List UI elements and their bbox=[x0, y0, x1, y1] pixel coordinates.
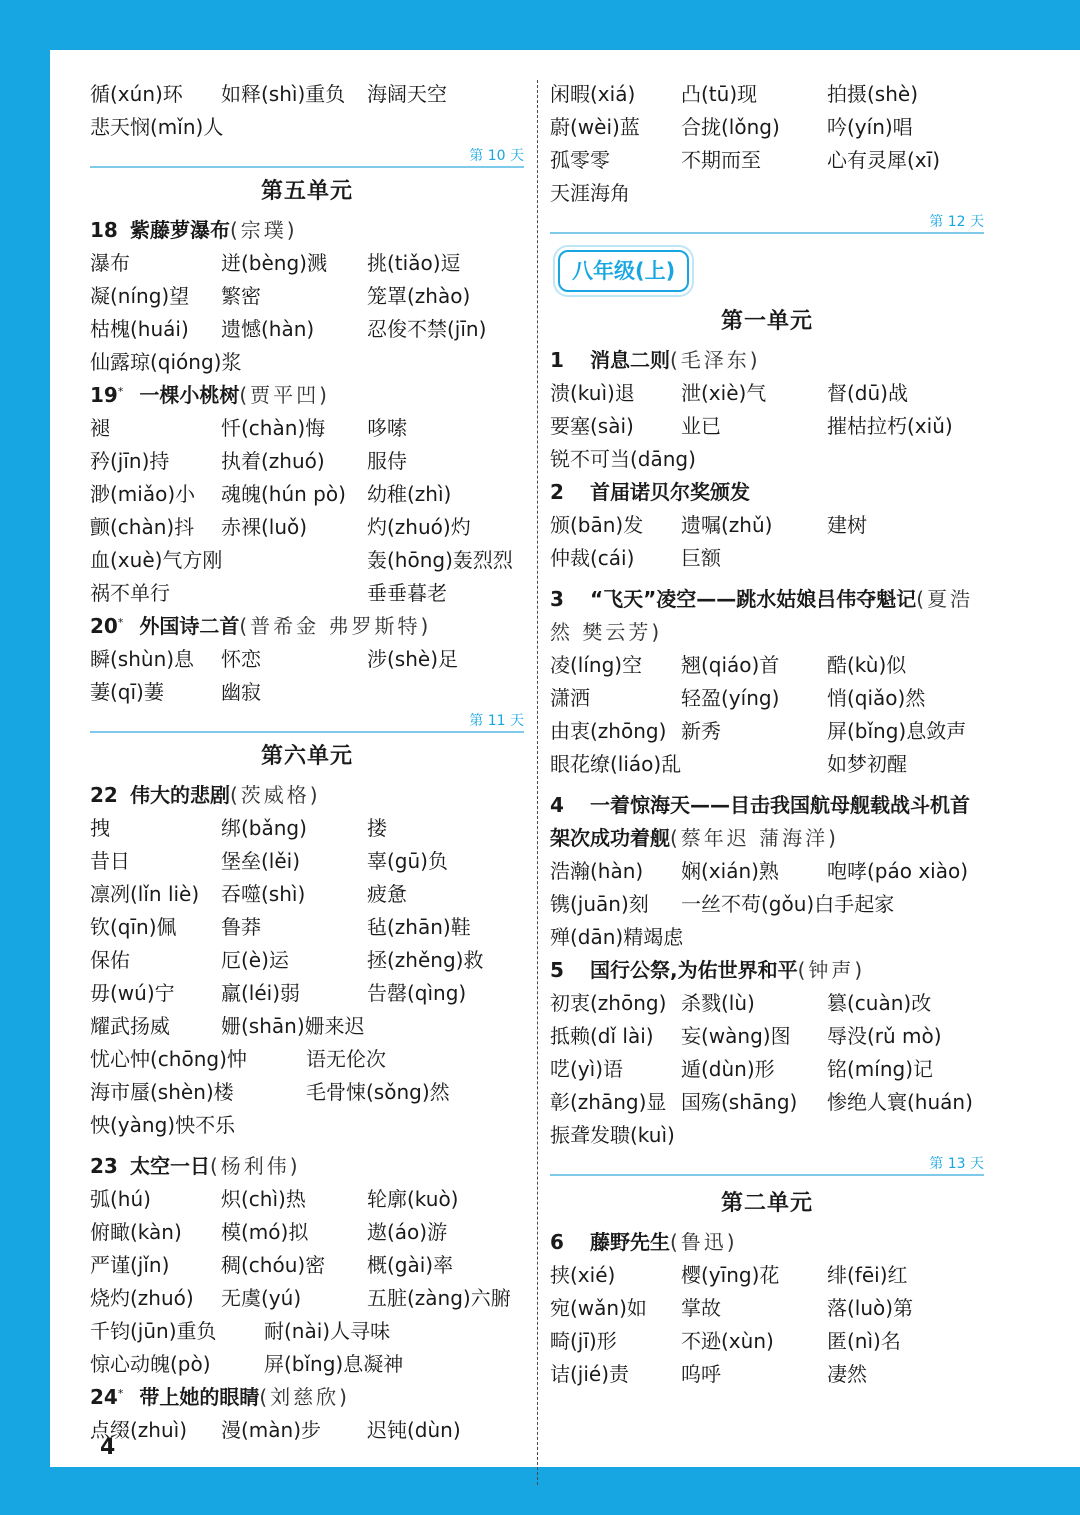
word-list bbox=[90, 1183, 524, 1315]
vocab-word: 俯瞰(kàn) bbox=[90, 1220, 182, 1244]
vocab-word: 拯(zhěng)救 bbox=[367, 948, 484, 972]
vocab-word: 褪 bbox=[90, 416, 110, 440]
vocab-word: 笼罩(zhào) bbox=[367, 284, 471, 308]
day-marker bbox=[550, 1152, 984, 1176]
vocab-word: 屏(bǐng)息敛声 bbox=[827, 719, 967, 743]
vocab-word: 凄然 bbox=[827, 1362, 867, 1386]
word-row bbox=[90, 944, 524, 977]
vocab-word: 篡(cuàn)改 bbox=[827, 991, 932, 1015]
vocab-word: 酷(kù)似 bbox=[827, 653, 907, 677]
vocab-word: 千钧(jūn)重负 bbox=[90, 1319, 217, 1343]
vocab-word: 轻盈(yíng) bbox=[681, 686, 780, 710]
vocab-word: 钦(qīn)佩 bbox=[90, 915, 177, 939]
vocab-word: 羸(léi)弱 bbox=[221, 981, 301, 1005]
word-row bbox=[90, 78, 524, 111]
vocab-word: 掌故 bbox=[681, 1296, 721, 1320]
word-row bbox=[90, 247, 524, 280]
vocab-word: 惨绝人寰(huán) bbox=[827, 1090, 973, 1114]
vocab-word: 垂垂暮老 bbox=[367, 581, 447, 605]
vocab-word: 悲天悯(mǐn)人 bbox=[90, 115, 224, 139]
vocab-word: 抵赖(dǐ lài) bbox=[550, 1024, 654, 1048]
vocab-word: 不逊(xùn) bbox=[681, 1329, 774, 1353]
vocab-word: 凝(níng)望 bbox=[90, 284, 190, 308]
vocab-word: 耐(nài)人寻味 bbox=[264, 1319, 391, 1343]
vocab-word: 心有灵犀(xī) bbox=[827, 148, 940, 172]
word-row bbox=[90, 478, 524, 511]
word-row bbox=[90, 977, 524, 1010]
vocab-word: 瀑布 bbox=[90, 251, 130, 275]
vocab-word: 闲暇(xiá) bbox=[550, 82, 636, 106]
vocab-word: 如梦初醒 bbox=[827, 752, 907, 776]
vocab-word: 涉(shè)足 bbox=[367, 647, 459, 671]
column-divider bbox=[537, 80, 538, 1485]
vocab-word: 毡(zhān)鞋 bbox=[367, 915, 471, 939]
vocab-word: 弧(hú) bbox=[90, 1187, 151, 1211]
page bbox=[50, 50, 1080, 1467]
word-row bbox=[90, 1348, 524, 1381]
vocab-word: 凸(tū)现 bbox=[681, 82, 758, 106]
word-list bbox=[90, 812, 524, 1043]
word-row bbox=[550, 682, 984, 715]
word-row bbox=[550, 1020, 984, 1053]
vocab-word: 迸(bèng)溅 bbox=[221, 251, 327, 275]
word-row bbox=[550, 855, 984, 888]
vocab-word: 毋(wú)宁 bbox=[90, 981, 175, 1005]
word-row bbox=[90, 911, 524, 944]
vocab-word: 督(dū)战 bbox=[827, 381, 908, 405]
vocab-word: 海阔天空 bbox=[367, 82, 447, 106]
word-row bbox=[90, 577, 524, 610]
vocab-word: 遗憾(hàn) bbox=[221, 317, 315, 341]
vocab-word: 惊心动魄(pò) bbox=[90, 1352, 211, 1376]
word-row bbox=[90, 1076, 524, 1109]
word-row bbox=[90, 280, 524, 313]
vocab-word: 辱没(rǔ mò) bbox=[827, 1024, 942, 1048]
vocab-word: 哆嗦 bbox=[367, 416, 407, 440]
vocab-word: 樱(yīng)花 bbox=[681, 1263, 780, 1287]
vocab-word: 仲裁(cái) bbox=[550, 546, 635, 570]
word-row bbox=[550, 1259, 984, 1292]
vocab-word: 浩瀚(hàn) bbox=[550, 859, 644, 883]
vocab-word: 辜(gū)负 bbox=[367, 849, 448, 873]
word-row bbox=[90, 676, 524, 709]
vocab-word: 语无伦次 bbox=[306, 1047, 386, 1071]
word-row bbox=[90, 1414, 524, 1447]
vocab-word: 执着(zhuó) bbox=[221, 449, 325, 473]
vocab-word: 耀武扬威 bbox=[90, 1014, 170, 1038]
vocab-word: 吟(yín)唱 bbox=[827, 115, 913, 139]
day-marker bbox=[90, 709, 524, 733]
word-row bbox=[550, 1325, 984, 1358]
unit-heading: 第二单元 bbox=[720, 1191, 813, 1216]
day-label: 第 11 天 bbox=[469, 713, 524, 729]
word-row bbox=[550, 144, 984, 177]
lesson-title: 23 太空一日(杨利伟) bbox=[90, 1154, 301, 1178]
word-row bbox=[90, 412, 524, 445]
word-row bbox=[90, 1282, 524, 1315]
word-row bbox=[550, 1053, 984, 1086]
word-row bbox=[550, 1086, 984, 1119]
vocab-word: 血(xuè)气方刚 bbox=[90, 548, 223, 572]
word-row bbox=[550, 1119, 984, 1152]
vocab-word: 幼稚(zhì) bbox=[367, 482, 452, 506]
unit-heading: 第五单元 bbox=[260, 179, 353, 204]
vocab-word: 绯(fēi)红 bbox=[827, 1263, 908, 1287]
vocab-word: 泄(xiè)气 bbox=[681, 381, 767, 405]
vocab-word: 保佑 bbox=[90, 948, 130, 972]
vocab-word: 灼(zhuó)灼 bbox=[367, 515, 471, 539]
word-list bbox=[550, 509, 984, 575]
vocab-word: 祸不单行 bbox=[90, 581, 170, 605]
vocab-word: 毛骨悚(sǒng)然 bbox=[306, 1080, 450, 1104]
word-row bbox=[90, 845, 524, 878]
word-list bbox=[550, 377, 984, 476]
word-list bbox=[550, 1259, 984, 1391]
vocab-word: 杀戮(lù) bbox=[681, 991, 755, 1015]
word-row bbox=[90, 1249, 524, 1282]
vocab-word: 告罄(qìng) bbox=[367, 981, 467, 1005]
word-row bbox=[550, 649, 984, 682]
vocab-word: 忍俊不禁(jīn) bbox=[367, 317, 487, 341]
vocab-word: 疲惫 bbox=[367, 882, 407, 906]
vocab-word: 拽 bbox=[90, 816, 110, 840]
vocab-word: 铭(míng)记 bbox=[827, 1057, 934, 1081]
vocab-word: 怀恋 bbox=[221, 647, 261, 671]
word-list bbox=[90, 1414, 524, 1447]
vocab-word: 幽寂 bbox=[221, 680, 261, 704]
vocab-word: 咆哮(páo xiào) bbox=[827, 859, 969, 883]
lesson-title: 22 伟大的悲剧(茨威格) bbox=[90, 783, 321, 807]
unit-heading: 第六单元 bbox=[260, 744, 353, 769]
vocab-word: 遨(áo)游 bbox=[367, 1220, 448, 1244]
word-row bbox=[550, 111, 984, 144]
vocab-word: 严谨(jǐn) bbox=[90, 1253, 170, 1277]
vocab-word: 宛(wǎn)如 bbox=[550, 1296, 647, 1320]
vocab-word: 畸(jī)形 bbox=[550, 1329, 617, 1353]
vocab-word: 繁密 bbox=[221, 284, 261, 308]
vocab-word: 姗(shān)姗来迟 bbox=[221, 1014, 365, 1038]
word-row bbox=[550, 748, 984, 781]
vocab-word: 昔日 bbox=[90, 849, 130, 873]
word-row bbox=[90, 1315, 524, 1348]
vocab-word: 妄(wàng)图 bbox=[681, 1024, 791, 1048]
vocab-word: 循(xún)环 bbox=[90, 82, 183, 106]
vocab-word: 海市蜃(shèn)楼 bbox=[90, 1080, 234, 1104]
vocab-word: 堡垒(lěi) bbox=[221, 849, 301, 873]
vocab-word: 巨额 bbox=[681, 546, 721, 570]
vocab-word: 炽(chì)热 bbox=[221, 1187, 306, 1211]
word-row bbox=[550, 715, 984, 748]
vocab-word: 锐不可当(dāng) bbox=[550, 447, 696, 471]
vocab-word: 稠(chóu)密 bbox=[221, 1253, 326, 1277]
word-row bbox=[90, 313, 524, 346]
vocab-word: 烧灼(zhuó) bbox=[90, 1286, 194, 1310]
day-label: 第 12 天 bbox=[929, 214, 984, 230]
vocab-word: 摧枯拉朽(xiǔ) bbox=[827, 414, 953, 438]
day-label: 第 13 天 bbox=[929, 1156, 984, 1172]
word-list bbox=[550, 855, 984, 888]
word-row bbox=[550, 921, 984, 954]
lesson-title: 2 首届诺贝尔奖颁发 bbox=[550, 480, 750, 504]
word-list bbox=[550, 888, 984, 954]
lesson-title: 20* 外国诗二首(普希金 弗罗斯特) bbox=[90, 614, 432, 638]
vocab-word: 建树 bbox=[827, 513, 867, 537]
lesson-title: 1 消息二则(毛泽东) bbox=[550, 348, 761, 372]
word-row bbox=[550, 78, 984, 111]
word-row bbox=[550, 509, 984, 542]
word-list bbox=[90, 412, 524, 610]
vocab-word: 悄(qiǎo)然 bbox=[827, 686, 926, 710]
day-marker bbox=[90, 144, 524, 168]
lesson-title: 24* 带上她的眼睛(刘慈欣) bbox=[90, 1385, 350, 1409]
vocab-word: 忏(chàn)悔 bbox=[221, 416, 326, 440]
grade-badge: 八年级(上) bbox=[558, 250, 689, 292]
vocab-word: 遁(dùn)形 bbox=[681, 1057, 775, 1081]
vocab-word: 服侍 bbox=[367, 449, 407, 473]
vocab-word: 轮廓(kuò) bbox=[367, 1187, 459, 1211]
vocab-word: 屏(bǐng)息凝神 bbox=[264, 1352, 404, 1376]
vocab-word: 初衷(zhōng) bbox=[550, 991, 667, 1015]
vocab-word: 枯槐(huái) bbox=[90, 317, 189, 341]
vocab-word: 呜呼 bbox=[681, 1362, 721, 1386]
word-row bbox=[90, 1183, 524, 1216]
vocab-word: 鲁莽 bbox=[221, 915, 261, 939]
vocab-word: 国殇(shāng) bbox=[681, 1090, 798, 1114]
word-row bbox=[90, 511, 524, 544]
vocab-word: 潇洒 bbox=[550, 686, 590, 710]
word-row bbox=[90, 812, 524, 845]
lesson-title: 6 藤野先生(鲁迅) bbox=[550, 1230, 738, 1254]
word-row bbox=[550, 987, 984, 1020]
word-list bbox=[90, 1315, 524, 1381]
vocab-word: 概(gài)率 bbox=[367, 1253, 454, 1277]
vocab-word: 吞噬(shì) bbox=[221, 882, 306, 906]
vocab-word: 孤零零 bbox=[550, 148, 610, 172]
vocab-word: 挟(xié) bbox=[550, 1263, 616, 1287]
vocab-word: 拍摄(shè) bbox=[827, 82, 919, 106]
vocab-word: 迟钝(dùn) bbox=[367, 1418, 461, 1442]
vocab-word: 瞬(shùn)息 bbox=[90, 647, 195, 671]
vocab-word: 挑(tiǎo)逗 bbox=[367, 251, 461, 275]
word-list bbox=[90, 247, 524, 379]
word-row bbox=[550, 1292, 984, 1325]
word-row bbox=[550, 888, 984, 921]
vocab-word: 匿(nì)名 bbox=[827, 1329, 901, 1353]
vocab-word: 五脏(zàng)六腑 bbox=[367, 1286, 511, 1310]
vocab-word: 眼花缭(liáo)乱 bbox=[550, 752, 682, 776]
lesson-title: 4 一着惊海天——目击我国航母舰载战斗机首架次成功着舰(蔡年迟 蒲海洋) bbox=[550, 793, 970, 850]
word-row bbox=[90, 1109, 524, 1142]
day-marker bbox=[550, 210, 984, 234]
vocab-word: 忧心忡(chōng)忡 bbox=[90, 1047, 247, 1071]
vocab-word: 如释(shì)重负 bbox=[221, 82, 346, 106]
lesson-title: 19* 一棵小桃树(贾平凹) bbox=[90, 383, 330, 407]
word-row bbox=[90, 878, 524, 911]
vocab-word: 振聋发聩(kuì) bbox=[550, 1123, 675, 1147]
lesson-title: 3 “飞天”凌空——跳水姑娘吕伟夺魁记(夏浩然 樊云芳) bbox=[550, 587, 974, 644]
vocab-word: 怏(yàng)怏不乐 bbox=[90, 1113, 236, 1137]
page-number: 4 bbox=[100, 1435, 116, 1460]
word-row bbox=[90, 1216, 524, 1249]
unit-heading: 第一单元 bbox=[720, 309, 813, 334]
word-row bbox=[550, 177, 984, 210]
lesson-title: 18 紫藤萝瀑布(宗璞) bbox=[90, 218, 298, 242]
vocab-word: 绑(bǎng) bbox=[221, 816, 307, 840]
vocab-word: 天涯海角 bbox=[550, 181, 630, 205]
vocab-word: 萋(qī)萋 bbox=[90, 680, 164, 704]
word-row bbox=[90, 1010, 524, 1043]
vocab-word: 新秀 bbox=[681, 719, 721, 743]
word-row bbox=[90, 346, 524, 379]
word-row bbox=[550, 1358, 984, 1391]
vocab-word: 凌(líng)空 bbox=[550, 653, 643, 677]
vocab-word: 蔚(wèi)蓝 bbox=[550, 115, 640, 139]
word-list bbox=[90, 643, 524, 709]
vocab-word: 颁(bān)发 bbox=[550, 513, 644, 537]
word-list bbox=[550, 649, 984, 781]
word-row bbox=[90, 1043, 524, 1076]
vocab-word: 彰(zhāng)显 bbox=[550, 1090, 667, 1114]
word-list bbox=[550, 987, 984, 1152]
vocab-word: 由衷(zhōng) bbox=[550, 719, 667, 743]
vocab-word: 呓(yì)语 bbox=[550, 1057, 623, 1081]
lesson-title: 5 国行公祭,为佑世界和平(钟声) bbox=[550, 958, 866, 982]
word-row bbox=[550, 542, 984, 575]
vocab-word: 遗嘱(zhǔ) bbox=[681, 513, 773, 537]
word-row bbox=[90, 445, 524, 478]
vocab-word: 搂 bbox=[367, 816, 387, 840]
vocab-word: 合拢(lǒng) bbox=[681, 115, 780, 139]
vocab-word: 模(mó)拟 bbox=[221, 1220, 309, 1244]
vocab-word: 不期而至 bbox=[681, 148, 761, 172]
vocab-word: 殚(dān)精竭虑 bbox=[550, 925, 684, 949]
word-row bbox=[550, 410, 984, 443]
day-label: 第 10 天 bbox=[469, 148, 524, 164]
vocab-word: 镌(juān)刻 bbox=[550, 892, 649, 916]
vocab-word: 无虞(yú) bbox=[221, 1286, 302, 1310]
word-row bbox=[90, 643, 524, 676]
word-list bbox=[90, 1043, 524, 1142]
vocab-word: 矜(jīn)持 bbox=[90, 449, 170, 473]
word-row bbox=[90, 544, 524, 577]
vocab-word: 要塞(sài) bbox=[550, 414, 634, 438]
vocab-word: 仙露琼(qióng)浆 bbox=[90, 350, 242, 374]
vocab-word: 溃(kuì)退 bbox=[550, 381, 635, 405]
right-column bbox=[550, 50, 984, 1391]
vocab-word: 翘(qiáo)首 bbox=[681, 653, 780, 677]
vocab-word: 漫(màn)步 bbox=[221, 1418, 322, 1442]
vocab-word: 凛冽(lǐn liè) bbox=[90, 882, 200, 906]
word-row bbox=[550, 377, 984, 410]
vocab-word: 娴(xián)熟 bbox=[681, 859, 779, 883]
vocab-word: 点缀(zhuì) bbox=[90, 1418, 188, 1442]
word-row bbox=[550, 443, 984, 476]
vocab-word: 厄(è)运 bbox=[221, 948, 289, 972]
vocab-word: 赤裸(luǒ) bbox=[221, 515, 308, 539]
vocab-word: 诘(jié)责 bbox=[550, 1362, 630, 1386]
vocab-word: 一丝不苟(gǒu)白手起家 bbox=[681, 892, 895, 916]
word-row bbox=[90, 111, 524, 144]
left-column bbox=[90, 50, 524, 1447]
vocab-word: 业已 bbox=[681, 414, 721, 438]
word-list bbox=[90, 78, 524, 144]
word-list bbox=[550, 78, 984, 210]
vocab-word: 魂魄(hún pò) bbox=[221, 482, 346, 506]
vocab-word: 落(luò)第 bbox=[827, 1296, 914, 1320]
vocab-word: 渺(miǎo)小 bbox=[90, 482, 196, 506]
vocab-word: 颤(chàn)抖 bbox=[90, 515, 195, 539]
vocab-word: 轰(hōng)轰烈烈 bbox=[367, 548, 513, 572]
